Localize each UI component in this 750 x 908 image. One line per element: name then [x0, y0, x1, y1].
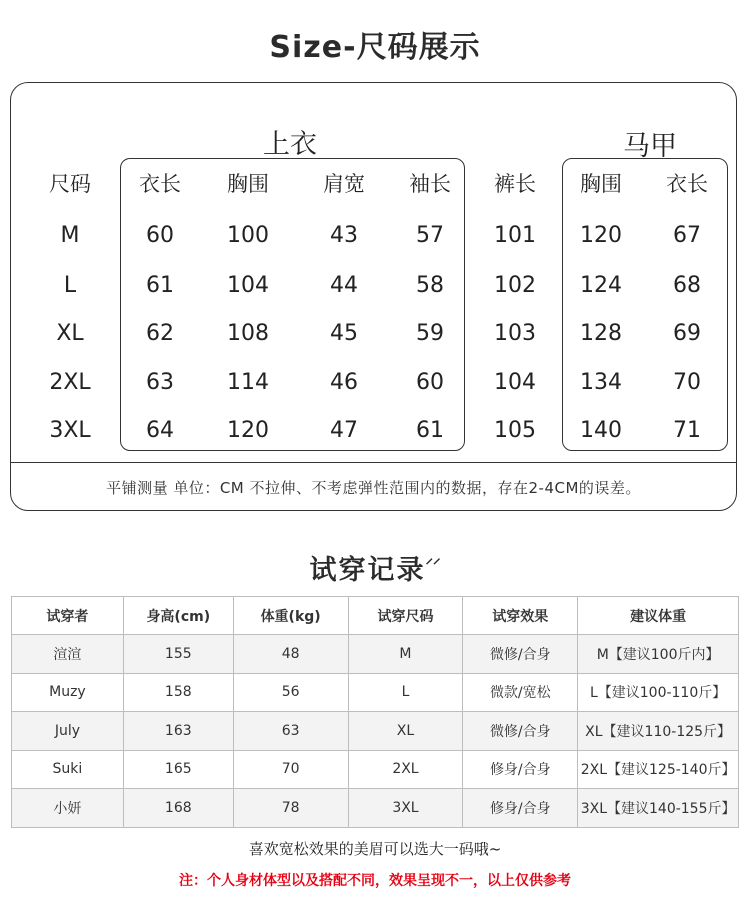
size-header: 尺码 [49, 172, 91, 196]
tried-size-value: M [348, 635, 463, 674]
top-length-value: 60 [146, 223, 174, 248]
height-value: 163 [123, 712, 233, 751]
pants-length-value: 105 [494, 418, 536, 443]
fit-effect-value: 微修/合身 [463, 712, 578, 751]
suggested-weight-value: M【建议100斤内】 [578, 635, 739, 674]
pants-length-value: 102 [494, 273, 536, 298]
tried-size-header: 试穿尺码 [348, 597, 463, 635]
weight-value: 70 [233, 750, 348, 789]
vest-length-value: 69 [673, 321, 701, 346]
suggested-weight-value: 2XL【建议125-140斤】 [578, 750, 739, 789]
size-label: M [60, 223, 80, 248]
top-length-value: 64 [146, 418, 174, 443]
vest-chest-header: 胸围 [580, 172, 622, 196]
fit-effect-value: 修身/合身 [463, 750, 578, 789]
fit-effect-value: 微修/合身 [463, 635, 578, 674]
fit-section-title [0, 548, 750, 587]
fit-table-row [12, 635, 739, 674]
pants-length-value: 101 [494, 223, 536, 248]
weight-value: 78 [233, 789, 348, 828]
fit-effect-header: 试穿效果 [463, 597, 578, 635]
tried-size-value: 3XL [348, 789, 463, 828]
size-label: 2XL [49, 370, 91, 395]
fit-effect-value: 修身/合身 [463, 789, 578, 828]
fit-section-title-text: 试穿记录 [309, 555, 426, 586]
vest-chest-value: 128 [580, 321, 622, 346]
vest-chest-value: 134 [580, 370, 622, 395]
tester-name: 渲渲 [12, 635, 124, 674]
top-length-header: 衣长 [139, 172, 181, 196]
vest-length-value: 68 [673, 273, 701, 298]
tester-name: 小妍 [12, 789, 124, 828]
weight-value: 48 [233, 635, 348, 674]
top-length-value: 63 [146, 370, 174, 395]
size-section-title: Size-尺码展示 [269, 30, 481, 65]
tester-name: July [12, 712, 124, 751]
height-value: 165 [123, 750, 233, 789]
sleeve-value: 61 [416, 418, 444, 443]
top-chest-value: 108 [227, 321, 269, 346]
shoulder-value: 47 [330, 418, 358, 443]
top-group-title: 上衣 [263, 129, 317, 160]
vest-group-title: 马甲 [623, 131, 677, 162]
pants-length-header: 裤长 [494, 172, 536, 196]
suggested-weight-value: XL【建议110-125斤】 [578, 712, 739, 751]
suggested-weight-value: L【建议100-110斤】 [578, 673, 739, 712]
vest-chest-value: 124 [580, 273, 622, 298]
fit-record-table [11, 596, 739, 828]
vest-chest-value: 120 [580, 223, 622, 248]
vest-length-value: 71 [673, 418, 701, 443]
tried-size-value: L [348, 673, 463, 712]
sleeve-value: 59 [416, 321, 444, 346]
vest-length-value: 70 [673, 370, 701, 395]
fit-table-header-row [12, 597, 739, 635]
size-label: 3XL [49, 418, 91, 443]
shoulder-value: 45 [330, 321, 358, 346]
top-length-value: 61 [146, 273, 174, 298]
tester-header: 试穿者 [12, 597, 124, 635]
top-group-box [120, 158, 465, 451]
suggested-weight-value: 3XL【建议140-155斤】 [578, 789, 739, 828]
panel-divider [10, 462, 737, 463]
pants-length-value: 103 [494, 321, 536, 346]
sleeve-header: 袖长 [409, 172, 451, 196]
vest-length-value: 67 [673, 223, 701, 248]
top-chest-header: 胸围 [227, 172, 269, 196]
size-label: XL [56, 321, 84, 346]
weight-value: 56 [233, 673, 348, 712]
shoulder-value: 44 [330, 273, 358, 298]
height-value: 155 [123, 635, 233, 674]
sparkle-mark-icon: ⸝⸝ [425, 549, 441, 567]
pants-length-value: 104 [494, 370, 536, 395]
height-value: 168 [123, 789, 233, 828]
fit-table-row [12, 750, 739, 789]
fit-table-row [12, 789, 739, 828]
tried-size-value: 2XL [348, 750, 463, 789]
disclaimer-note: 注：个人身材体型以及搭配不同，效果呈现不一，以上仅供参考 [179, 873, 571, 889]
height-value: 158 [123, 673, 233, 712]
height-header: 身高(cm) [123, 597, 233, 635]
tried-size-value: XL [348, 712, 463, 751]
vest-group-box [562, 158, 728, 451]
top-chest-value: 104 [227, 273, 269, 298]
shoulder-value: 46 [330, 370, 358, 395]
tester-name: Suki [12, 750, 124, 789]
weight-value: 63 [233, 712, 348, 751]
top-chest-value: 120 [227, 418, 269, 443]
tester-name: Muzy [12, 673, 124, 712]
sizing-tip: 喜欢宽松效果的美眉可以选大一码哦~ [248, 840, 502, 858]
vest-chest-value: 140 [580, 418, 622, 443]
fit-table-row [12, 712, 739, 751]
vest-length-header: 衣长 [666, 172, 708, 196]
suggested-weight-header: 建议体重 [578, 597, 739, 635]
top-length-value: 62 [146, 321, 174, 346]
fit-effect-value: 微款/宽松 [463, 673, 578, 712]
weight-header: 体重(kg) [233, 597, 348, 635]
sleeve-value: 57 [416, 223, 444, 248]
sleeve-value: 58 [416, 273, 444, 298]
measurement-note: 平铺测量 单位：CM 不拉伸、不考虑弹性范围内的数据，存在2-4CM的误差。 [106, 479, 641, 497]
shoulder-value: 43 [330, 223, 358, 248]
fit-table-row [12, 673, 739, 712]
top-chest-value: 114 [227, 370, 269, 395]
top-chest-value: 100 [227, 223, 269, 248]
sleeve-value: 60 [416, 370, 444, 395]
size-label: L [63, 273, 77, 298]
shoulder-header: 肩宽 [323, 172, 365, 196]
